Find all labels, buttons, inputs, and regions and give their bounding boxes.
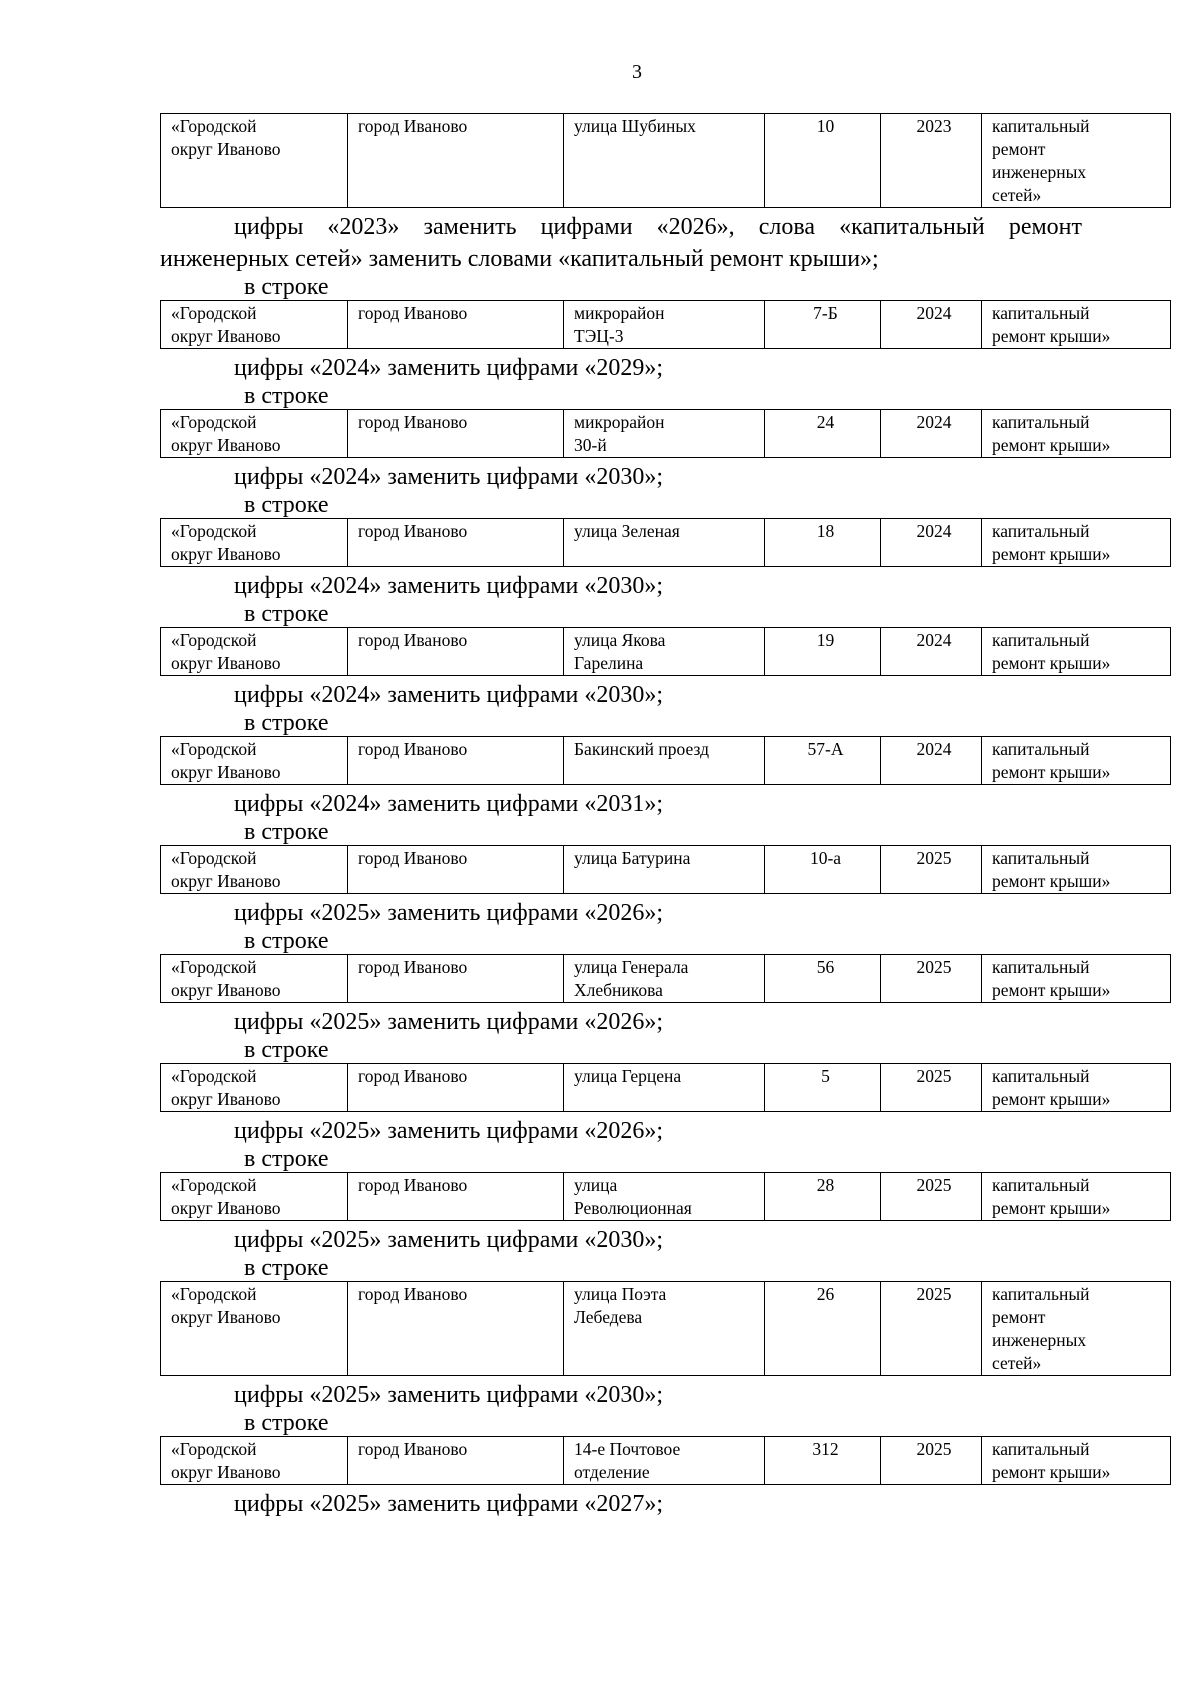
address-row-table <box>160 845 1171 894</box>
year-cell: 2025 <box>881 1064 982 1112</box>
cell-line: улица Батурина <box>574 848 691 868</box>
work-type-cell <box>982 301 1171 349</box>
cell-line: улица <box>574 1175 618 1195</box>
table-row <box>161 737 1171 785</box>
work-type-cell <box>982 1064 1171 1112</box>
cell-line: Революционная <box>574 1198 692 1218</box>
cell-line: округ Иваново <box>171 653 281 673</box>
cell-line: город Иваново <box>358 303 468 323</box>
cell-line: город Иваново <box>358 116 468 136</box>
year-cell: 2024 <box>881 301 982 349</box>
table-row <box>161 1173 1171 1221</box>
year-cell: 2025 <box>881 846 982 894</box>
work-type-cell <box>982 1282 1171 1376</box>
cell-line: капитальный <box>992 739 1090 759</box>
address-row-table <box>160 1281 1171 1376</box>
cell-line: «Городской <box>171 116 257 136</box>
cell-line: капитальный <box>992 1175 1090 1195</box>
street-cell <box>564 1437 765 1485</box>
table-row <box>161 410 1171 458</box>
cell-line: округ Иваново <box>171 435 281 455</box>
house-number-cell: 26 <box>765 1282 881 1376</box>
page-number: 3 <box>632 61 642 83</box>
cell-line: округ Иваново <box>171 980 281 1000</box>
cell-line: округ Иваново <box>171 1198 281 1218</box>
region-cell <box>161 846 348 894</box>
table-row <box>161 519 1171 567</box>
region-cell <box>161 1173 348 1221</box>
region-cell <box>161 1437 348 1485</box>
year-cell: 2025 <box>881 1282 982 1376</box>
cell-line: 14-е Почтовое <box>574 1439 681 1459</box>
region-cell <box>161 737 348 785</box>
cell-line: «Городской <box>171 412 257 432</box>
cell-line: «Городской <box>171 848 257 868</box>
year-cell: 2024 <box>881 519 982 567</box>
city-cell <box>348 628 564 676</box>
region-cell <box>161 114 348 208</box>
region-cell <box>161 410 348 458</box>
in-row-lead: в строке <box>244 492 329 518</box>
cell-line: капитальный <box>992 303 1090 323</box>
cell-line: округ Иваново <box>171 326 281 346</box>
amendment-instruction: цифры «2025» заменить цифрами «2030»; <box>234 1227 664 1253</box>
house-number-cell: 28 <box>765 1173 881 1221</box>
street-cell <box>564 846 765 894</box>
cell-line: ремонт крыши» <box>992 1089 1111 1109</box>
cell-line: капитальный <box>992 1439 1090 1459</box>
city-cell <box>348 1282 564 1376</box>
region-cell <box>161 1064 348 1112</box>
document-body <box>160 113 1111 1520</box>
cell-line: «Городской <box>171 1175 257 1195</box>
cell-line: «Городской <box>171 1439 257 1459</box>
street-cell <box>564 519 765 567</box>
cell-line: «Городской <box>171 630 257 650</box>
cell-line: город Иваново <box>358 412 468 432</box>
work-type-cell <box>982 410 1171 458</box>
city-cell <box>348 955 564 1003</box>
cell-line: Гарелина <box>574 653 644 673</box>
work-type-cell <box>982 519 1171 567</box>
in-row-lead: в строке <box>244 274 329 300</box>
cell-line: ремонт крыши» <box>992 980 1111 1000</box>
amendment-instruction: цифры «2025» заменить цифрами «2026»; <box>234 1118 664 1144</box>
amendment-instruction: цифры «2024» заменить цифрами «2029»; <box>234 355 664 381</box>
cell-line: город Иваново <box>358 1066 468 1086</box>
street-cell <box>564 955 765 1003</box>
amendment-instruction: цифры «2024» заменить цифрами «2030»; <box>234 464 664 490</box>
cell-line: капитальный <box>992 412 1090 432</box>
city-cell <box>348 519 564 567</box>
house-number-cell: 312 <box>765 1437 881 1485</box>
work-type-cell <box>982 1173 1171 1221</box>
cell-line: город Иваново <box>358 739 468 759</box>
cell-line: город Иваново <box>358 630 468 650</box>
cell-line: сетей» <box>992 185 1042 205</box>
cell-line: улица Поэта <box>574 1284 667 1304</box>
house-number-cell: 5 <box>765 1064 881 1112</box>
address-row-table <box>160 518 1171 567</box>
cell-line: ремонт крыши» <box>992 435 1111 455</box>
address-row-table <box>160 1063 1171 1112</box>
amendment-instruction: цифры «2024» заменить цифрами «2030»; <box>234 682 664 708</box>
city-cell <box>348 737 564 785</box>
in-row-lead: в строке <box>244 1146 329 1172</box>
work-type-cell <box>982 846 1171 894</box>
cell-line: ремонт крыши» <box>992 326 1111 346</box>
region-cell <box>161 1282 348 1376</box>
house-number-cell: 10-а <box>765 846 881 894</box>
amendment-instruction: цифры «2025» заменить цифрами «2026»; <box>234 1009 664 1035</box>
city-cell <box>348 1437 564 1485</box>
street-cell <box>564 737 765 785</box>
cell-line: отделение <box>574 1462 650 1482</box>
cell-line: «Городской <box>171 521 257 541</box>
cell-line: 30-й <box>574 435 607 455</box>
cell-line: ремонт <box>992 139 1046 159</box>
cell-line: сетей» <box>992 1353 1042 1373</box>
cell-line: капитальный <box>992 1284 1090 1304</box>
address-row-table <box>160 113 1171 208</box>
cell-line: микрорайон <box>574 412 665 432</box>
work-type-cell <box>982 955 1171 1003</box>
region-cell <box>161 301 348 349</box>
city-cell <box>348 410 564 458</box>
street-cell <box>564 301 765 349</box>
year-cell: 2024 <box>881 737 982 785</box>
in-row-lead: в строке <box>244 1410 329 1436</box>
region-cell <box>161 628 348 676</box>
amendment-instruction: цифры «2025» заменить цифрами «2026»; <box>234 900 664 926</box>
house-number-cell: 24 <box>765 410 881 458</box>
street-cell <box>564 114 765 208</box>
cell-line: ремонт крыши» <box>992 1462 1111 1482</box>
house-number-cell: 19 <box>765 628 881 676</box>
cell-line: город Иваново <box>358 521 468 541</box>
cell-line: ремонт крыши» <box>992 544 1111 564</box>
house-number-cell: 7-Б <box>765 301 881 349</box>
city-cell <box>348 114 564 208</box>
cell-line: Бакинский проезд <box>574 739 709 759</box>
cell-line: улица Якова <box>574 630 666 650</box>
cell-line: ремонт крыши» <box>992 762 1111 782</box>
table-row <box>161 114 1171 208</box>
cell-line: капитальный <box>992 521 1090 541</box>
address-row-table <box>160 409 1171 458</box>
cell-line: Хлебникова <box>574 980 663 1000</box>
cell-line: улица Герцена <box>574 1066 682 1086</box>
cell-line: ремонт крыши» <box>992 1198 1111 1218</box>
year-cell: 2024 <box>881 410 982 458</box>
table-row <box>161 1064 1171 1112</box>
cell-line: капитальный <box>992 957 1090 977</box>
cell-line: ремонт <box>992 1307 1046 1327</box>
house-number-cell: 57-А <box>765 737 881 785</box>
address-row-table <box>160 1172 1171 1221</box>
cell-line: «Городской <box>171 1284 257 1304</box>
cell-line: округ Иваново <box>171 544 281 564</box>
cell-line: улица Генерала <box>574 957 689 977</box>
in-row-lead: в строке <box>244 819 329 845</box>
street-cell <box>564 1064 765 1112</box>
address-row-table <box>160 627 1171 676</box>
table-row <box>161 955 1171 1003</box>
cell-line: округ Иваново <box>171 871 281 891</box>
cell-line: «Городской <box>171 957 257 977</box>
street-cell <box>564 628 765 676</box>
city-cell <box>348 1173 564 1221</box>
cell-line: округ Иваново <box>171 1089 281 1109</box>
cell-line: город Иваново <box>358 957 468 977</box>
address-row-table <box>160 736 1171 785</box>
cell-line: микрорайон <box>574 303 665 323</box>
address-row-table <box>160 300 1171 349</box>
table-row <box>161 1282 1171 1376</box>
cell-line: инженерных <box>992 162 1087 182</box>
cell-line: «Городской <box>171 303 257 323</box>
in-row-lead: в строке <box>244 928 329 954</box>
cell-line: округ Иваново <box>171 1462 281 1482</box>
city-cell <box>348 1064 564 1112</box>
cell-line: «Городской <box>171 739 257 759</box>
table-row <box>161 628 1171 676</box>
cell-line: город Иваново <box>358 1284 468 1304</box>
city-cell <box>348 301 564 349</box>
address-row-table <box>160 1436 1171 1485</box>
work-type-cell <box>982 1437 1171 1485</box>
cell-line: город Иваново <box>358 1439 468 1459</box>
in-row-lead: в строке <box>244 601 329 627</box>
amendment-instruction: цифры «2025» заменить цифрами «2030»; <box>234 1382 664 1408</box>
house-number-cell: 56 <box>765 955 881 1003</box>
cell-line: капитальный <box>992 1066 1090 1086</box>
cell-line: ремонт крыши» <box>992 871 1111 891</box>
cell-line: Лебедева <box>574 1307 643 1327</box>
work-type-cell <box>982 628 1171 676</box>
amendment-instruction: цифры «2023» заменить цифрами «2026», слова «капитальный ремонт инженерных сетей» заменить словами «капитальный ремонт крыши»; <box>160 214 1082 272</box>
year-cell: 2025 <box>881 1173 982 1221</box>
cell-line: улица Зеленая <box>574 521 680 541</box>
cell-line: округ Иваново <box>171 139 281 159</box>
cell-line: инженерных <box>992 1330 1087 1350</box>
house-number-cell: 18 <box>765 519 881 567</box>
cell-line: город Иваново <box>358 848 468 868</box>
work-type-cell <box>982 737 1171 785</box>
in-row-lead: в строке <box>244 1255 329 1281</box>
cell-line: округ Иваново <box>171 1307 281 1327</box>
in-row-lead: в строке <box>244 383 329 409</box>
cell-line: ТЭЦ-3 <box>574 326 624 346</box>
year-cell: 2024 <box>881 628 982 676</box>
work-type-cell <box>982 114 1171 208</box>
cell-line: округ Иваново <box>171 762 281 782</box>
table-row <box>161 846 1171 894</box>
amendment-instruction: цифры «2024» заменить цифрами «2031»; <box>234 791 664 817</box>
cell-line: улица Шубиных <box>574 116 696 136</box>
street-cell <box>564 1282 765 1376</box>
cell-line: капитальный <box>992 848 1090 868</box>
street-cell <box>564 1173 765 1221</box>
address-row-table <box>160 954 1171 1003</box>
in-row-lead: в строке <box>244 1037 329 1063</box>
house-number-cell: 10 <box>765 114 881 208</box>
year-cell: 2023 <box>881 114 982 208</box>
region-cell <box>161 955 348 1003</box>
in-row-lead: в строке <box>244 710 329 736</box>
year-cell: 2025 <box>881 1437 982 1485</box>
amendment-instruction: цифры «2025» заменить цифрами «2027»; <box>234 1491 664 1517</box>
table-row <box>161 301 1171 349</box>
table-row <box>161 1437 1171 1485</box>
cell-line: ремонт крыши» <box>992 653 1111 673</box>
amendment-instruction: цифры «2024» заменить цифрами «2030»; <box>234 573 664 599</box>
cell-line: капитальный <box>992 116 1090 136</box>
street-cell <box>564 410 765 458</box>
region-cell <box>161 519 348 567</box>
cell-line: капитальный <box>992 630 1090 650</box>
cell-line: «Городской <box>171 1066 257 1086</box>
year-cell: 2025 <box>881 955 982 1003</box>
city-cell <box>348 846 564 894</box>
cell-line: город Иваново <box>358 1175 468 1195</box>
